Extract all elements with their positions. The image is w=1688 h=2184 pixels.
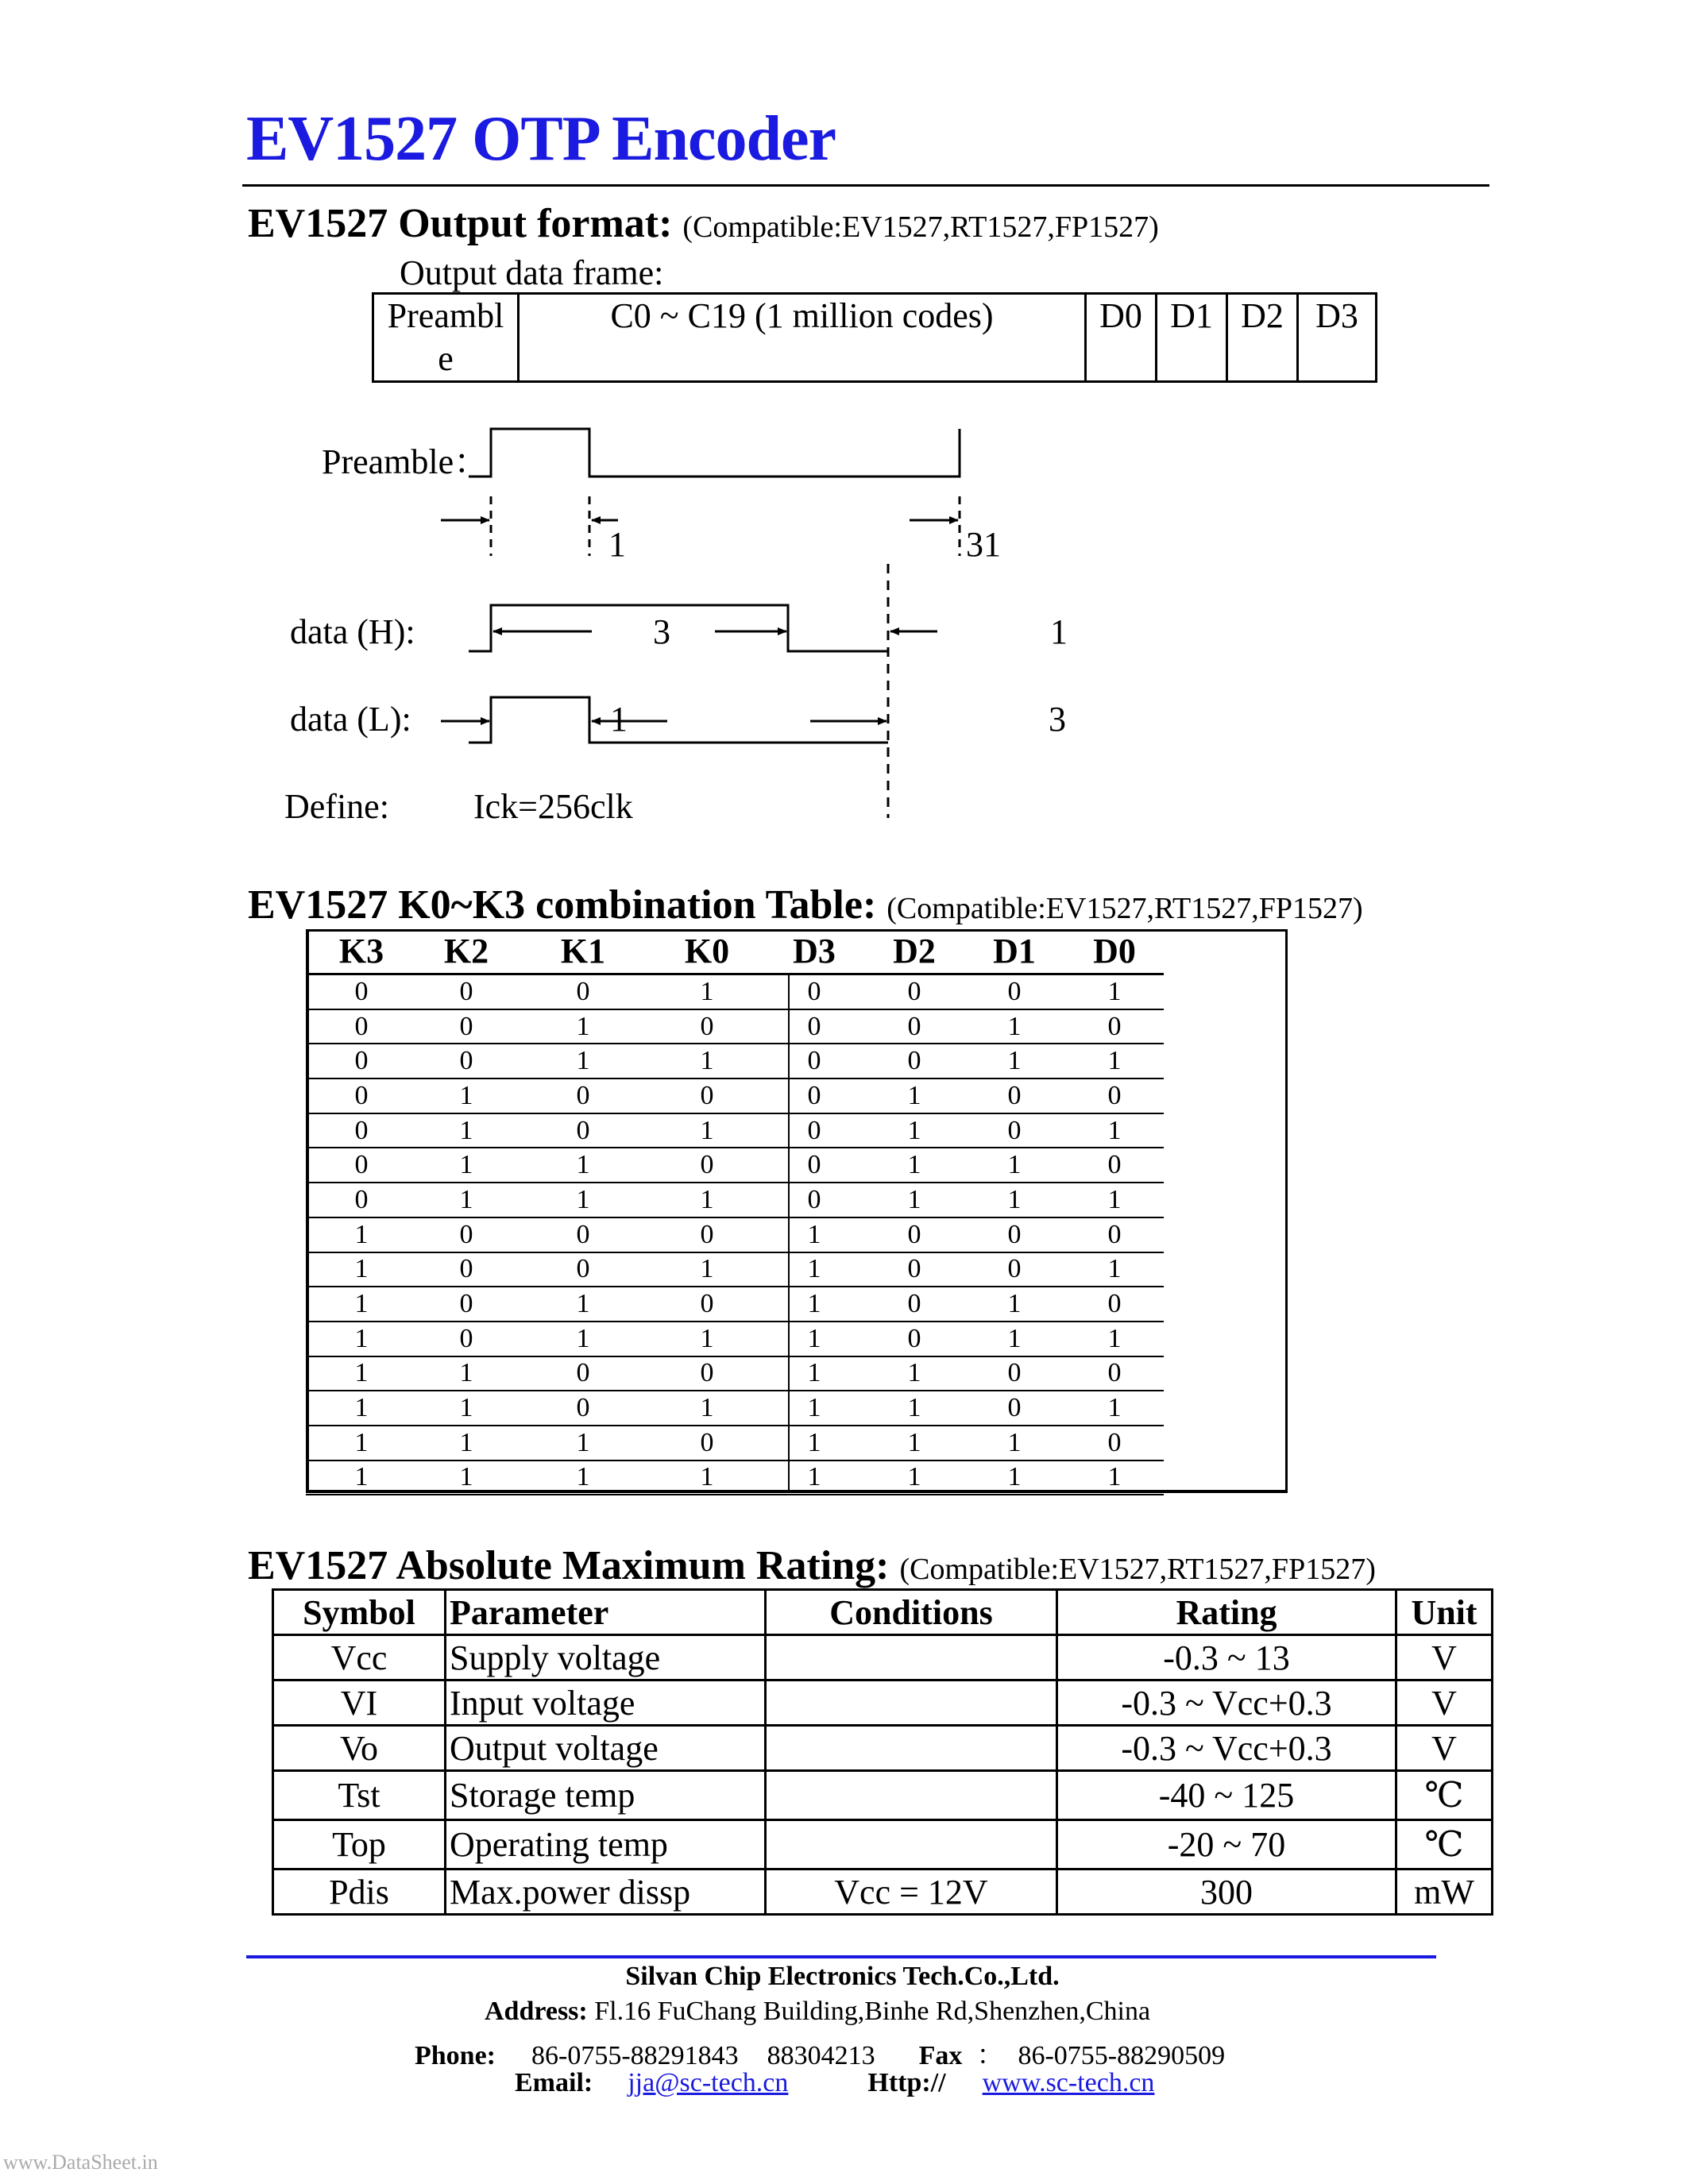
table-cell bbox=[766, 1771, 1057, 1820]
table-cell: 1 bbox=[417, 1148, 516, 1183]
table-cell: 0 bbox=[964, 1391, 1065, 1426]
table-cell: 0 bbox=[417, 1009, 516, 1044]
table-cell: 0 bbox=[1065, 1078, 1164, 1113]
combination-title: EV1527 K0~K3 combination Table: bbox=[248, 882, 877, 928]
table-cell: 0 bbox=[516, 1078, 651, 1113]
table-cell: mW bbox=[1396, 1870, 1493, 1915]
table-cell: 1 bbox=[417, 1356, 516, 1391]
table-cell: 1 bbox=[651, 974, 763, 1009]
table-cell: 1 bbox=[306, 1322, 417, 1356]
table-cell: 1 bbox=[1065, 1044, 1164, 1078]
table-cell: 1 bbox=[865, 1461, 964, 1495]
table-cell: 0 bbox=[1065, 1287, 1164, 1322]
rating-header-unit: Unit bbox=[1396, 1590, 1493, 1635]
frame-cell-codes: C0 ~ C19 (1 million codes) bbox=[519, 294, 1086, 382]
rating-table bbox=[272, 1588, 1493, 1916]
combination-header-d2: D2 bbox=[865, 929, 964, 974]
table-row bbox=[306, 974, 1164, 1009]
frame-label: Output data frame: bbox=[400, 253, 664, 292]
table-cell: 0 bbox=[1065, 1217, 1164, 1252]
table-row bbox=[273, 1726, 1493, 1771]
table-cell: 1 bbox=[865, 1078, 964, 1113]
table-cell: 1 bbox=[516, 1044, 651, 1078]
table-row bbox=[273, 1771, 1493, 1820]
table-cell: 0 bbox=[865, 974, 964, 1009]
table-row bbox=[306, 1322, 1164, 1356]
table-row bbox=[306, 1113, 1164, 1148]
output-format-title: EV1527 Output format: bbox=[248, 201, 673, 246]
table-cell: 1 bbox=[306, 1287, 417, 1322]
table-cell: -0.3 ~ 13 bbox=[1057, 1635, 1396, 1680]
frame-cell-d0: D0 bbox=[1086, 294, 1157, 382]
rating-compat: (Compatible:EV1527,RT1527,FP1527) bbox=[899, 1553, 1376, 1586]
table-cell: 0 bbox=[1065, 1148, 1164, 1183]
table-cell: 1 bbox=[1065, 974, 1164, 1009]
rating-header-conditions: Conditions bbox=[766, 1590, 1057, 1635]
table-cell: 1 bbox=[865, 1391, 964, 1426]
table-cell: 1 bbox=[865, 1356, 964, 1391]
table-cell: 1 bbox=[516, 1287, 651, 1322]
footer-fax: 86-0755-88290509 bbox=[1018, 2041, 1226, 2070]
table-cell: -20 ~ 70 bbox=[1057, 1820, 1396, 1870]
table-row bbox=[306, 1391, 1164, 1426]
table-cell: 1 bbox=[865, 1148, 964, 1183]
footer-address: Fl.16 FuChang Building,Binhe Rd,Shenzhen,China bbox=[594, 1997, 1151, 2026]
table-cell: ℃ bbox=[1396, 1771, 1493, 1820]
table-cell: 300 bbox=[1057, 1870, 1396, 1915]
footer-phone-label: Phone: bbox=[415, 2041, 496, 2070]
footer-email-link[interactable]: jja@sc-tech.cn bbox=[628, 2068, 789, 2097]
table-cell: 1 bbox=[964, 1322, 1065, 1356]
table-cell: 0 bbox=[865, 1217, 964, 1252]
combination-header-d1: D1 bbox=[964, 929, 1065, 974]
table-cell: V bbox=[1396, 1635, 1493, 1680]
data-l-low-width: 3 bbox=[1049, 700, 1066, 739]
table-cell: 0 bbox=[964, 1356, 1065, 1391]
table-cell: 1 bbox=[651, 1252, 763, 1287]
footer-phone1: 86-0755-88291843 bbox=[531, 2041, 739, 2070]
watermark: www.DataSheet.in bbox=[3, 2151, 158, 2174]
table-cell: 0 bbox=[763, 1078, 865, 1113]
table-cell: 0 bbox=[763, 1044, 865, 1078]
frame-cell-d2: D2 bbox=[1227, 294, 1298, 382]
table-cell: 1 bbox=[417, 1113, 516, 1148]
table-row bbox=[306, 1426, 1164, 1461]
table-cell bbox=[766, 1680, 1057, 1726]
table-cell: 1 bbox=[306, 1426, 417, 1461]
table-cell: 1 bbox=[651, 1113, 763, 1148]
table-cell: 1 bbox=[306, 1217, 417, 1252]
preamble-width-31: 31 bbox=[966, 525, 1001, 564]
table-cell: 0 bbox=[865, 1252, 964, 1287]
combination-header-k0: K0 bbox=[651, 929, 763, 974]
table-cell: 0 bbox=[516, 1113, 651, 1148]
preamble-label: Preamble： bbox=[322, 442, 489, 481]
table-cell: 0 bbox=[516, 1217, 651, 1252]
table-cell: 0 bbox=[516, 974, 651, 1009]
table-cell: 1 bbox=[964, 1044, 1065, 1078]
table-cell: 1 bbox=[417, 1391, 516, 1426]
footer-company: Silvan Chip Electronics Tech.Co.,Ltd. bbox=[625, 1962, 1060, 1991]
table-row bbox=[306, 1287, 1164, 1322]
table-cell: Pdis bbox=[273, 1870, 446, 1915]
table-cell: 0 bbox=[651, 1356, 763, 1391]
table-row bbox=[306, 1148, 1164, 1183]
table-cell: 0 bbox=[306, 1148, 417, 1183]
table-cell: 0 bbox=[865, 1044, 964, 1078]
table-cell: 1 bbox=[1065, 1322, 1164, 1356]
table-cell: 0 bbox=[763, 1148, 865, 1183]
footer-address-line bbox=[485, 1997, 1150, 2027]
table-cell: 0 bbox=[763, 1009, 865, 1044]
table-cell: -0.3 ~ Vcc+0.3 bbox=[1057, 1726, 1396, 1771]
table-cell: 0 bbox=[516, 1252, 651, 1287]
table-cell: 1 bbox=[516, 1183, 651, 1217]
preamble-width-1: 1 bbox=[608, 525, 626, 564]
table-cell bbox=[766, 1726, 1057, 1771]
combination-compat: (Compatible:EV1527,RT1527,FP1527) bbox=[886, 892, 1363, 925]
table-cell: 1 bbox=[306, 1391, 417, 1426]
table-cell: 1 bbox=[417, 1183, 516, 1217]
table-cell: 1 bbox=[417, 1078, 516, 1113]
table-cell: 0 bbox=[865, 1287, 964, 1322]
table-cell: 1 bbox=[763, 1356, 865, 1391]
table-cell: 0 bbox=[1065, 1009, 1164, 1044]
rating-heading bbox=[248, 1542, 1376, 1589]
footer-web-link[interactable]: www.sc-tech.cn bbox=[982, 2068, 1155, 2097]
table-cell: 0 bbox=[651, 1287, 763, 1322]
combination-header-d0: D0 bbox=[1065, 929, 1164, 974]
table-cell: 1 bbox=[651, 1461, 763, 1495]
table-row bbox=[306, 1044, 1164, 1078]
table-cell: Vcc bbox=[273, 1635, 446, 1680]
combination-header-k1: K1 bbox=[516, 929, 651, 974]
table-cell: 0 bbox=[417, 1287, 516, 1322]
table-cell: 0 bbox=[964, 1217, 1065, 1252]
table-cell: Top bbox=[273, 1820, 446, 1870]
table-cell: 0 bbox=[651, 1148, 763, 1183]
table-row bbox=[306, 1252, 1164, 1287]
output-format-compat: (Compatible:EV1527,RT1527,FP1527) bbox=[682, 210, 1159, 244]
table-cell: 0 bbox=[306, 1078, 417, 1113]
table-cell: 1 bbox=[964, 1009, 1065, 1044]
table-cell: 1 bbox=[763, 1461, 865, 1495]
table-cell: 1 bbox=[306, 1356, 417, 1391]
table-cell: 1 bbox=[651, 1322, 763, 1356]
table-cell: 1 bbox=[306, 1252, 417, 1287]
table-row bbox=[273, 1820, 1493, 1870]
table-cell: -40 ~ 125 bbox=[1057, 1771, 1396, 1820]
table-cell: 0 bbox=[417, 1322, 516, 1356]
table-cell: 0 bbox=[964, 1113, 1065, 1148]
table-cell: 0 bbox=[516, 1391, 651, 1426]
table-cell: Input voltage bbox=[446, 1680, 766, 1726]
footer-phone-line bbox=[415, 2033, 1225, 2072]
table-cell: 1 bbox=[865, 1113, 964, 1148]
table-cell: Tst bbox=[273, 1771, 446, 1820]
frame-cell-d1: D1 bbox=[1157, 294, 1227, 382]
table-cell: 1 bbox=[516, 1426, 651, 1461]
table-cell: 1 bbox=[516, 1461, 651, 1495]
data-h-high-width: 3 bbox=[653, 612, 670, 651]
table-row bbox=[273, 1680, 1493, 1726]
rating-header-parameter: Parameter bbox=[446, 1590, 766, 1635]
table-row bbox=[306, 1217, 1164, 1252]
table-cell: 1 bbox=[651, 1044, 763, 1078]
table-row bbox=[306, 1461, 1164, 1495]
table-cell: 1 bbox=[865, 1426, 964, 1461]
footer-fax-sep: ： bbox=[976, 2041, 1004, 2070]
table-cell: 1 bbox=[306, 1461, 417, 1495]
table-cell: 0 bbox=[306, 974, 417, 1009]
table-cell: 1 bbox=[763, 1287, 865, 1322]
table-cell: V bbox=[1396, 1726, 1493, 1771]
table-cell: 1 bbox=[516, 1009, 651, 1044]
rating-title: EV1527 Absolute Maximum Rating: bbox=[248, 1543, 890, 1588]
rating-header-symbol: Symbol bbox=[273, 1590, 446, 1635]
table-cell: 0 bbox=[651, 1426, 763, 1461]
table-row bbox=[306, 1009, 1164, 1044]
table-cell: 0 bbox=[763, 1113, 865, 1148]
table-cell: 0 bbox=[865, 1322, 964, 1356]
data-l-label: data (L): bbox=[290, 700, 411, 739]
table-cell: 1 bbox=[964, 1148, 1065, 1183]
table-cell: 0 bbox=[865, 1009, 964, 1044]
rating-header-row bbox=[273, 1590, 1493, 1635]
table-cell: Supply voltage bbox=[446, 1635, 766, 1680]
table-cell: 1 bbox=[763, 1252, 865, 1287]
table-cell: ℃ bbox=[1396, 1820, 1493, 1870]
table-cell: 0 bbox=[964, 1252, 1065, 1287]
footer-divider bbox=[246, 1955, 1436, 1958]
table-cell: 0 bbox=[417, 1217, 516, 1252]
table-cell bbox=[766, 1635, 1057, 1680]
table-cell: 1 bbox=[516, 1322, 651, 1356]
combination-header-d3: D3 bbox=[763, 929, 865, 974]
data-h-low-width: 1 bbox=[1050, 612, 1068, 651]
table-cell: 1 bbox=[651, 1183, 763, 1217]
table-cell: 0 bbox=[516, 1356, 651, 1391]
footer-fax-label: Fax bbox=[918, 2041, 963, 2070]
table-cell: 0 bbox=[651, 1078, 763, 1113]
table-cell: 1 bbox=[964, 1461, 1065, 1495]
combination-table bbox=[306, 929, 1164, 1495]
table-cell: 0 bbox=[1065, 1356, 1164, 1391]
table-cell: 0 bbox=[964, 1078, 1065, 1113]
table-cell: 0 bbox=[306, 1113, 417, 1148]
table-cell: 0 bbox=[306, 1009, 417, 1044]
table-cell: V bbox=[1396, 1680, 1493, 1726]
table-cell: 1 bbox=[865, 1183, 964, 1217]
footer-email-label: Email: bbox=[515, 2068, 593, 2097]
table-cell: 0 bbox=[763, 974, 865, 1009]
footer-http-label: Http:// bbox=[867, 2068, 946, 2097]
table-cell: 1 bbox=[763, 1426, 865, 1461]
combination-header-k2: K2 bbox=[417, 929, 516, 974]
table-cell: 1 bbox=[1065, 1113, 1164, 1148]
table-cell: 1 bbox=[763, 1391, 865, 1426]
table-cell: 1 bbox=[1065, 1252, 1164, 1287]
table-cell: 0 bbox=[964, 974, 1065, 1009]
table-row bbox=[306, 1356, 1164, 1391]
table-cell: 1 bbox=[964, 1426, 1065, 1461]
table-row bbox=[306, 1078, 1164, 1113]
data-h-label: data (H): bbox=[290, 612, 415, 651]
define-value: Ick=256clk bbox=[473, 787, 633, 826]
table-cell: 0 bbox=[651, 1009, 763, 1044]
frame-cell-d3: D3 bbox=[1298, 294, 1377, 382]
table-row bbox=[306, 1183, 1164, 1217]
table-cell: 1 bbox=[1065, 1183, 1164, 1217]
table-cell: 0 bbox=[306, 1183, 417, 1217]
table-cell: 0 bbox=[417, 974, 516, 1009]
rating-header-rating: Rating bbox=[1057, 1590, 1396, 1635]
table-cell: 0 bbox=[417, 1252, 516, 1287]
table-cell: Output voltage bbox=[446, 1726, 766, 1771]
combination-header-row bbox=[306, 929, 1164, 974]
table-cell: 0 bbox=[417, 1044, 516, 1078]
table-row bbox=[273, 1635, 1493, 1680]
table-cell: 0 bbox=[306, 1044, 417, 1078]
define-label: Define: bbox=[284, 787, 389, 826]
table-cell: 1 bbox=[417, 1461, 516, 1495]
table-cell: Storage temp bbox=[446, 1771, 766, 1820]
table-cell: Operating temp bbox=[446, 1820, 766, 1870]
table-row bbox=[273, 1870, 1493, 1915]
combination-header-k3: K3 bbox=[306, 929, 417, 974]
table-cell: 1 bbox=[763, 1217, 865, 1252]
table-cell: 1 bbox=[964, 1287, 1065, 1322]
footer-company-line bbox=[0, 1962, 1688, 1992]
table-cell bbox=[766, 1820, 1057, 1870]
frame-cell-preamble-text: Preambl e bbox=[387, 296, 504, 378]
table-cell: 0 bbox=[1065, 1426, 1164, 1461]
footer-phone2: 88304213 bbox=[767, 2041, 875, 2070]
table-cell: Vo bbox=[273, 1726, 446, 1771]
table-cell: 0 bbox=[651, 1217, 763, 1252]
table-cell: 1 bbox=[516, 1148, 651, 1183]
table-cell: Max.power dissp bbox=[446, 1870, 766, 1915]
table-cell: 1 bbox=[651, 1391, 763, 1426]
table-cell: 1 bbox=[417, 1426, 516, 1461]
table-cell: -0.3 ~ Vcc+0.3 bbox=[1057, 1680, 1396, 1726]
table-cell: Vcc = 12V bbox=[766, 1870, 1057, 1915]
data-l-high-width: 1 bbox=[610, 700, 628, 739]
footer-address-label: Address: bbox=[485, 1997, 588, 2026]
table-cell: 1 bbox=[964, 1183, 1065, 1217]
table-cell: VI bbox=[273, 1680, 446, 1726]
table-cell: 1 bbox=[763, 1322, 865, 1356]
table-cell: 0 bbox=[763, 1183, 865, 1217]
table-cell: 1 bbox=[1065, 1391, 1164, 1426]
table-cell: 1 bbox=[1065, 1461, 1164, 1495]
footer-contact-line bbox=[515, 2068, 1154, 2098]
page-title: EV1527 OTP Encoder bbox=[246, 104, 836, 174]
